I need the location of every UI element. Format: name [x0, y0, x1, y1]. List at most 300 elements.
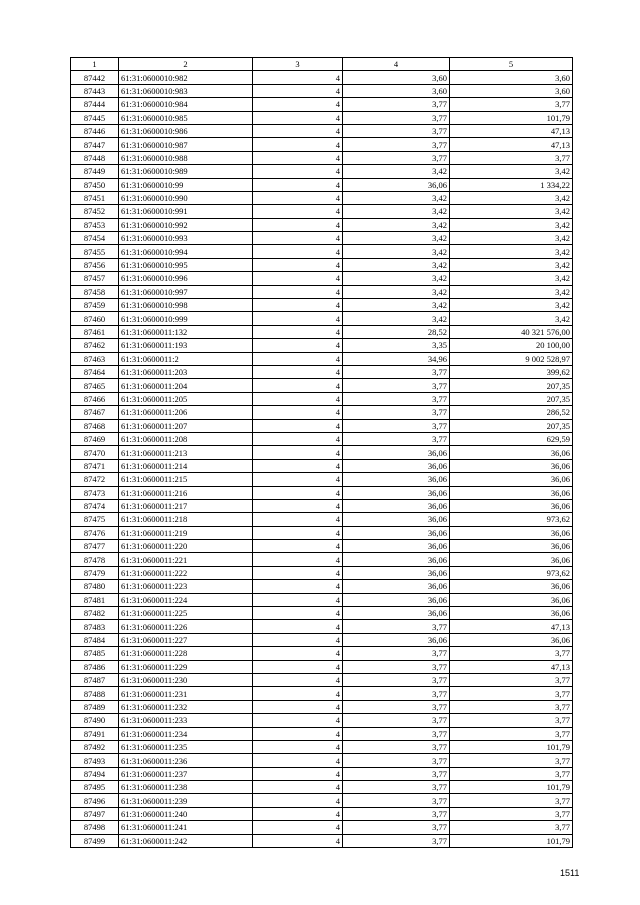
table-cell-col-2: 61:31:0600011:227: [119, 633, 253, 646]
table-cell-col-2: 61:31:0600010:995: [119, 258, 253, 271]
table-cell-col-3: 4: [253, 473, 343, 486]
table-row: [71, 647, 573, 660]
table-cell-col-1: 87469: [71, 432, 119, 445]
table-row: [71, 178, 573, 191]
table-row: [71, 740, 573, 753]
table-row: [71, 245, 573, 258]
table-cell-col-5: 47,13: [450, 124, 573, 137]
table-cell-col-3: 4: [253, 740, 343, 753]
table-cell-col-2: 61:31:0600011:235: [119, 740, 253, 753]
table-cell-col-3: 4: [253, 834, 343, 847]
table-cell-col-5: 3,77: [450, 673, 573, 686]
table-row: [71, 124, 573, 137]
table-cell-col-5: 36,06: [450, 633, 573, 646]
table-cell-col-5: 3,42: [450, 218, 573, 231]
table-cell-col-5: 47,13: [450, 660, 573, 673]
column-header-4: 4: [343, 58, 450, 71]
table-cell-col-3: 4: [253, 566, 343, 579]
table-cell-col-3: 4: [253, 245, 343, 258]
table-cell-col-5: 36,06: [450, 486, 573, 499]
table-cell-col-3: 4: [253, 620, 343, 633]
table-cell-col-1: 87483: [71, 620, 119, 633]
table-cell-col-5: 207,35: [450, 379, 573, 392]
table-cell-col-1: 87476: [71, 526, 119, 539]
table-cell-col-4: 3,77: [343, 138, 450, 151]
table-cell-col-1: 87494: [71, 767, 119, 780]
table-cell-col-5: 3,42: [450, 285, 573, 298]
table-cell-col-1: 87449: [71, 165, 119, 178]
table-cell-col-1: 87466: [71, 392, 119, 405]
table-row: [71, 607, 573, 620]
table-cell-col-3: 4: [253, 700, 343, 713]
table-cell-col-4: 36,06: [343, 540, 450, 553]
table-row: [71, 714, 573, 727]
table-cell-col-4: 3,77: [343, 379, 450, 392]
table-cell-col-1: 87495: [71, 781, 119, 794]
table-row: [71, 191, 573, 204]
table-row: [71, 526, 573, 539]
table-cell-col-2: 61:31:0600011:217: [119, 499, 253, 512]
table-row: [71, 406, 573, 419]
table-cell-col-2: 61:31:0600011:219: [119, 526, 253, 539]
table-cell-col-5: 3,60: [450, 71, 573, 84]
table-cell-col-1: 87447: [71, 138, 119, 151]
table-row: [71, 352, 573, 365]
table-cell-col-1: 87455: [71, 245, 119, 258]
table-cell-col-1: 87444: [71, 98, 119, 111]
table-cell-col-4: 3,42: [343, 218, 450, 231]
table-cell-col-4: 3,77: [343, 151, 450, 164]
table-cell-col-1: 87481: [71, 593, 119, 606]
table-cell-col-1: 87456: [71, 258, 119, 271]
table-row: [71, 325, 573, 338]
table-cell-col-1: 87446: [71, 124, 119, 137]
table-row: [71, 111, 573, 124]
table-row: [71, 392, 573, 405]
table-cell-col-1: 87462: [71, 339, 119, 352]
table-cell-col-4: 3,77: [343, 124, 450, 137]
table-cell-col-3: 4: [253, 84, 343, 97]
table-cell-col-3: 4: [253, 526, 343, 539]
table-row: [71, 687, 573, 700]
table-cell-col-2: 61:31:0600010:991: [119, 205, 253, 218]
table-cell-col-3: 4: [253, 138, 343, 151]
table-cell-col-4: 36,06: [343, 178, 450, 191]
column-header-5: 5: [450, 58, 573, 71]
table-cell-col-2: 61:31:0600011:237: [119, 767, 253, 780]
table-cell-col-3: 4: [253, 151, 343, 164]
table-cell-col-2: 61:31:0600011:193: [119, 339, 253, 352]
table-cell-col-1: 87452: [71, 205, 119, 218]
column-header-1: 1: [71, 58, 119, 71]
table-row: [71, 673, 573, 686]
table-cell-col-3: 4: [253, 124, 343, 137]
table-cell-col-1: 87451: [71, 191, 119, 204]
column-header-2: 2: [119, 58, 253, 71]
table-cell-col-4: 3,77: [343, 727, 450, 740]
table-cell-col-4: 3,77: [343, 794, 450, 807]
table-row: [71, 365, 573, 378]
table-cell-col-2: 61:31:0600011:231: [119, 687, 253, 700]
table-cell-col-1: 87458: [71, 285, 119, 298]
table-row: [71, 98, 573, 111]
table-cell-col-2: 61:31:0600011:203: [119, 365, 253, 378]
table-cell-col-2: 61:31:0600010:989: [119, 165, 253, 178]
table-cell-col-3: 4: [253, 352, 343, 365]
table-cell-col-1: 87499: [71, 834, 119, 847]
table-cell-col-2: 61:31:0600011:215: [119, 473, 253, 486]
table-row: [71, 446, 573, 459]
table-cell-col-3: 4: [253, 419, 343, 432]
table-cell-col-4: 3,42: [343, 258, 450, 271]
table-row: [71, 660, 573, 673]
table-cell-col-2: 61:31:0600011:225: [119, 607, 253, 620]
table-cell-col-4: 3,77: [343, 620, 450, 633]
table-cell-col-2: 61:31:0600011:240: [119, 807, 253, 820]
table-row: [71, 339, 573, 352]
table-row: [71, 807, 573, 820]
table-cell-col-1: 87487: [71, 673, 119, 686]
table-cell-col-1: 87465: [71, 379, 119, 392]
table-cell-col-5: 40 321 576,00: [450, 325, 573, 338]
table-cell-col-4: 3,77: [343, 98, 450, 111]
table-cell-col-3: 4: [253, 794, 343, 807]
table-cell-col-2: 61:31:0600011:204: [119, 379, 253, 392]
table-row: [71, 312, 573, 325]
table-cell-col-5: 3,77: [450, 754, 573, 767]
table-cell-col-3: 4: [253, 232, 343, 245]
table-cell-col-5: 3,60: [450, 84, 573, 97]
table-row: [71, 165, 573, 178]
table-cell-col-2: 61:31:0600011:213: [119, 446, 253, 459]
table-cell-col-4: 3,77: [343, 714, 450, 727]
table-cell-col-2: 61:31:0600011:132: [119, 325, 253, 338]
table-cell-col-4: 3,42: [343, 232, 450, 245]
table-cell-col-3: 4: [253, 714, 343, 727]
table-cell-col-4: 3,42: [343, 205, 450, 218]
table-row: [71, 781, 573, 794]
table-cell-col-1: 87468: [71, 419, 119, 432]
table-cell-col-4: 3,35: [343, 339, 450, 352]
table-cell-col-2: 61:31:0600010:992: [119, 218, 253, 231]
table-row: [71, 700, 573, 713]
table-cell-col-5: 20 100,00: [450, 339, 573, 352]
table-cell-col-2: 61:31:0600011:214: [119, 459, 253, 472]
table-cell-col-5: 36,06: [450, 459, 573, 472]
table-cell-col-5: 3,77: [450, 98, 573, 111]
table-cell-col-2: 61:31:0600011:221: [119, 553, 253, 566]
table-cell-col-5: 3,77: [450, 151, 573, 164]
table-cell-col-1: 87496: [71, 794, 119, 807]
table-cell-col-1: 87498: [71, 821, 119, 834]
table-cell-col-1: 87482: [71, 607, 119, 620]
table-row: [71, 218, 573, 231]
table-cell-col-5: 101,79: [450, 111, 573, 124]
table-cell-col-3: 4: [253, 513, 343, 526]
table-cell-col-5: 3,77: [450, 700, 573, 713]
table-cell-col-3: 4: [253, 459, 343, 472]
table-cell-col-1: 87445: [71, 111, 119, 124]
table-cell-col-3: 4: [253, 258, 343, 271]
table-cell-col-5: 3,42: [450, 205, 573, 218]
table-cell-col-1: 87450: [71, 178, 119, 191]
table-cell-col-5: 3,77: [450, 647, 573, 660]
table-cell-col-3: 4: [253, 540, 343, 553]
table-row: [71, 633, 573, 646]
table-cell-col-2: 61:31:0600011:216: [119, 486, 253, 499]
table-cell-col-5: 3,77: [450, 767, 573, 780]
table-cell-col-2: 61:31:0600010:990: [119, 191, 253, 204]
table-cell-col-3: 4: [253, 299, 343, 312]
table-cell-col-5: 36,06: [450, 499, 573, 512]
table-cell-col-2: 61:31:0600011:224: [119, 593, 253, 606]
table-cell-col-3: 4: [253, 325, 343, 338]
table-cell-col-2: 61:31:0600011:226: [119, 620, 253, 633]
table-cell-col-3: 4: [253, 432, 343, 445]
page-number: 1511: [560, 868, 580, 878]
table-cell-col-3: 4: [253, 379, 343, 392]
table-cell-col-1: 87488: [71, 687, 119, 700]
table-cell-col-4: 3,42: [343, 165, 450, 178]
table-cell-col-3: 4: [253, 499, 343, 512]
table-row: [71, 459, 573, 472]
table-row: [71, 432, 573, 445]
table-row: [71, 299, 573, 312]
table-cell-col-3: 4: [253, 339, 343, 352]
table-cell-col-5: 3,42: [450, 258, 573, 271]
table-cell-col-5: 101,79: [450, 834, 573, 847]
table-cell-col-1: 87470: [71, 446, 119, 459]
table-cell-col-1: 87453: [71, 218, 119, 231]
table-cell-col-4: 3,77: [343, 432, 450, 445]
table-cell-col-2: 61:31:0600010:998: [119, 299, 253, 312]
table-cell-col-1: 87484: [71, 633, 119, 646]
table-cell-col-5: 399,62: [450, 365, 573, 378]
table-cell-col-1: 87454: [71, 232, 119, 245]
table-cell-col-4: 3,42: [343, 272, 450, 285]
table-cell-col-2: 61:31:0600011:206: [119, 406, 253, 419]
table-cell-col-5: 3,42: [450, 299, 573, 312]
table-cell-col-5: 3,42: [450, 312, 573, 325]
table-cell-col-3: 4: [253, 312, 343, 325]
table-row: [71, 540, 573, 553]
table-cell-col-2: 61:31:0600011:242: [119, 834, 253, 847]
table-cell-col-5: 47,13: [450, 620, 573, 633]
table-cell-col-4: 36,06: [343, 526, 450, 539]
table-cell-col-4: 3,77: [343, 754, 450, 767]
table-cell-col-1: 87474: [71, 499, 119, 512]
table-cell-col-4: 3,77: [343, 365, 450, 378]
table-cell-col-4: 34,96: [343, 352, 450, 365]
table-cell-col-5: 3,42: [450, 245, 573, 258]
table-cell-col-5: 101,79: [450, 740, 573, 753]
table-row: [71, 84, 573, 97]
table-cell-col-5: 3,77: [450, 794, 573, 807]
table-cell-col-4: 36,06: [343, 607, 450, 620]
table-cell-col-4: 36,06: [343, 513, 450, 526]
table-cell-col-4: 36,06: [343, 499, 450, 512]
table-cell-col-1: 87492: [71, 740, 119, 753]
table-cell-col-3: 4: [253, 593, 343, 606]
table-cell-col-4: 3,42: [343, 285, 450, 298]
table-cell-col-4: 3,77: [343, 834, 450, 847]
data-table: [70, 57, 573, 848]
table-cell-col-1: 87485: [71, 647, 119, 660]
table-cell-col-5: 3,42: [450, 165, 573, 178]
table-cell-col-5: 973,62: [450, 513, 573, 526]
table-cell-col-2: 61:31:0600011:236: [119, 754, 253, 767]
table-cell-col-2: 61:31:0600011:205: [119, 392, 253, 405]
table-cell-col-1: 87442: [71, 71, 119, 84]
table-cell-col-5: 47,13: [450, 138, 573, 151]
table-cell-col-2: 61:31:0600010:993: [119, 232, 253, 245]
table-cell-col-4: 3,77: [343, 419, 450, 432]
table-row: [71, 205, 573, 218]
table-row: [71, 473, 573, 486]
table-cell-col-3: 4: [253, 285, 343, 298]
table-cell-col-2: 61:31:0600011:220: [119, 540, 253, 553]
table-cell-col-5: 3,77: [450, 727, 573, 740]
table-cell-col-1: 87489: [71, 700, 119, 713]
table-cell-col-4: 36,06: [343, 446, 450, 459]
table-cell-col-1: 87477: [71, 540, 119, 553]
table-cell-col-5: 3,42: [450, 232, 573, 245]
table-cell-col-3: 4: [253, 553, 343, 566]
table-cell-col-3: 4: [253, 660, 343, 673]
table-row: [71, 486, 573, 499]
table-cell-col-1: 87480: [71, 580, 119, 593]
table-cell-col-1: 87463: [71, 352, 119, 365]
table-cell-col-4: 3,77: [343, 392, 450, 405]
table-cell-col-1: 87490: [71, 714, 119, 727]
table-cell-col-5: 1 334,22: [450, 178, 573, 191]
table-cell-col-5: 36,06: [450, 473, 573, 486]
table-cell-col-5: 3,77: [450, 807, 573, 820]
table-cell-col-5: 286,52: [450, 406, 573, 419]
table-body: [71, 71, 573, 848]
table-cell-col-5: 207,35: [450, 392, 573, 405]
table-cell-col-3: 4: [253, 111, 343, 124]
table-cell-col-3: 4: [253, 392, 343, 405]
table-cell-col-2: 61:31:0600010:984: [119, 98, 253, 111]
table-cell-col-5: 629,59: [450, 432, 573, 445]
table-cell-col-4: 3,77: [343, 821, 450, 834]
table-cell-col-3: 4: [253, 647, 343, 660]
table-cell-col-3: 4: [253, 365, 343, 378]
table-cell-col-5: 36,06: [450, 526, 573, 539]
table-cell-col-2: 61:31:0600011:207: [119, 419, 253, 432]
table-cell-col-4: 3,42: [343, 245, 450, 258]
table-cell-col-5: 3,42: [450, 191, 573, 204]
table-cell-col-2: 61:31:0600010:999: [119, 312, 253, 325]
table-row: [71, 232, 573, 245]
table-cell-col-3: 4: [253, 767, 343, 780]
table-cell-col-5: 101,79: [450, 781, 573, 794]
table-cell-col-2: 61:31:0600011:232: [119, 700, 253, 713]
table-cell-col-4: 3,77: [343, 406, 450, 419]
table-cell-col-5: 3,42: [450, 272, 573, 285]
table-cell-col-4: 3,60: [343, 84, 450, 97]
table-cell-col-5: 3,77: [450, 821, 573, 834]
table-cell-col-4: 3,77: [343, 111, 450, 124]
table-cell-col-5: 36,06: [450, 580, 573, 593]
table-cell-col-5: 36,06: [450, 446, 573, 459]
table-row: [71, 821, 573, 834]
table-cell-col-4: 3,60: [343, 71, 450, 84]
table-cell-col-4: 36,06: [343, 593, 450, 606]
table-cell-col-5: 9 002 528,97: [450, 352, 573, 365]
table-row: [71, 151, 573, 164]
table-row: [71, 580, 573, 593]
table-row: [71, 620, 573, 633]
table-cell-col-3: 4: [253, 687, 343, 700]
table-cell-col-5: 973,62: [450, 566, 573, 579]
table-cell-col-4: 36,06: [343, 486, 450, 499]
table-cell-col-5: 3,77: [450, 687, 573, 700]
table-cell-col-2: 61:31:0600010:996: [119, 272, 253, 285]
table-cell-col-4: 3,42: [343, 299, 450, 312]
table-cell-col-2: 61:31:0600010:986: [119, 124, 253, 137]
table-row: [71, 513, 573, 526]
column-header-3: 3: [253, 58, 343, 71]
table-cell-col-2: 61:31:0600010:982: [119, 71, 253, 84]
table-cell-col-3: 4: [253, 165, 343, 178]
table-cell-col-3: 4: [253, 821, 343, 834]
table-cell-col-2: 61:31:0600011:218: [119, 513, 253, 526]
table-cell-col-4: 36,06: [343, 459, 450, 472]
table-row: [71, 285, 573, 298]
table-cell-col-2: 61:31:0600011:238: [119, 781, 253, 794]
table-cell-col-3: 4: [253, 272, 343, 285]
table-row: [71, 553, 573, 566]
table-cell-col-5: 3,77: [450, 714, 573, 727]
table-cell-col-3: 4: [253, 71, 343, 84]
table-cell-col-5: 36,06: [450, 607, 573, 620]
table-cell-col-4: 3,77: [343, 700, 450, 713]
table-cell-col-3: 4: [253, 218, 343, 231]
table-cell-col-3: 4: [253, 446, 343, 459]
table-cell-col-2: 61:31:0600011:241: [119, 821, 253, 834]
table-cell-col-1: 87459: [71, 299, 119, 312]
table-cell-col-3: 4: [253, 406, 343, 419]
table-cell-col-1: 87472: [71, 473, 119, 486]
table-cell-col-3: 4: [253, 191, 343, 204]
table-row: [71, 379, 573, 392]
table-cell-col-1: 87461: [71, 325, 119, 338]
table-cell-col-3: 4: [253, 781, 343, 794]
table-cell-col-1: 87475: [71, 513, 119, 526]
table-cell-col-4: 3,77: [343, 687, 450, 700]
table-row: [71, 258, 573, 271]
table-cell-col-1: 87493: [71, 754, 119, 767]
table-cell-col-4: 3,77: [343, 807, 450, 820]
table-cell-col-3: 4: [253, 807, 343, 820]
table-cell-col-3: 4: [253, 754, 343, 767]
table-cell-col-4: 3,77: [343, 740, 450, 753]
table-cell-col-2: 61:31:0600011:229: [119, 660, 253, 673]
table-row: [71, 419, 573, 432]
table-cell-col-4: 36,06: [343, 566, 450, 579]
table-row: [71, 71, 573, 84]
table-cell-col-1: 87491: [71, 727, 119, 740]
table-cell-col-4: 3,42: [343, 191, 450, 204]
table-cell-col-5: 36,06: [450, 593, 573, 606]
table-cell-col-2: 61:31:0600010:988: [119, 151, 253, 164]
table-cell-col-5: 36,06: [450, 540, 573, 553]
table-cell-col-2: 61:31:0600010:983: [119, 84, 253, 97]
table-cell-col-1: 87497: [71, 807, 119, 820]
table-cell-col-1: 87479: [71, 566, 119, 579]
